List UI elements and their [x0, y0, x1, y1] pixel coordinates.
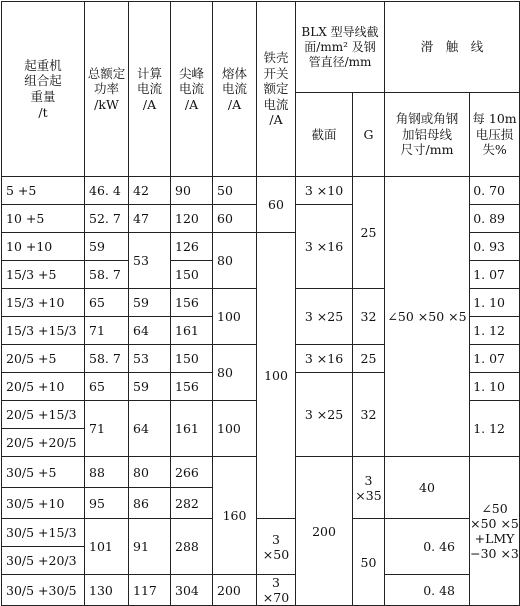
cell-fuse: 50	[213, 177, 257, 205]
header-g: G	[353, 93, 385, 177]
cell-peak: 266	[171, 457, 213, 488]
cell-power: 88	[85, 457, 129, 488]
cell-combo: 15/3 +5	[2, 261, 85, 289]
cell-section: 3 ×70	[257, 575, 296, 606]
cell-peak: 304	[171, 575, 213, 606]
cell-calc: 80	[129, 457, 171, 488]
cell-drop: 1. 07	[470, 261, 520, 289]
cell-power: 52. 7	[85, 205, 129, 233]
table-row	[2, 177, 520, 205]
cell-drop: 1. 10	[470, 289, 520, 317]
cell-switch: 200	[296, 457, 353, 606]
cell-power: 65	[85, 373, 129, 401]
cell-section: 3 ×16	[296, 345, 353, 373]
header-total-power: 总额定 功率 /kW	[85, 2, 129, 177]
header-switch-current: 铁壳 开关 额定 电流 /A	[257, 2, 296, 177]
cell-calc: 91	[129, 519, 171, 575]
cell-combo: 10 +5	[2, 205, 85, 233]
cell-drop: 0. 70	[470, 177, 520, 205]
cell-fuse: 80	[213, 345, 257, 401]
cell-power: 59	[85, 233, 129, 261]
cell-power: 130	[85, 575, 129, 606]
cell-section: 3 ×50	[257, 519, 296, 575]
cell-power: 71	[85, 401, 129, 457]
cell-power: 71	[85, 317, 129, 345]
cell-section: 3 ×35	[353, 457, 385, 519]
cell-fuse: 160	[213, 457, 257, 575]
cell-calc: 86	[129, 488, 171, 519]
header-peak-current: 尖峰 电流 /A	[171, 2, 213, 177]
crane-trolley-spec-table	[1, 1, 520, 606]
cell-drop: 1. 07	[470, 345, 520, 373]
cell-calc: 64	[129, 317, 171, 345]
cell-busbar: ∠50 ×50 ×5	[385, 177, 470, 457]
header-fuse-current: 熔体 电流 /A	[213, 2, 257, 177]
cell-peak: 150	[171, 345, 213, 373]
cell-drop: 0. 89	[470, 205, 520, 233]
cell-drop: 0. 48	[385, 575, 470, 606]
cell-drop: 1. 12	[470, 317, 520, 345]
cell-drop: 0. 46	[385, 519, 470, 575]
cell-section: 3 ×25	[296, 289, 353, 345]
cell-fuse: 80	[213, 233, 257, 289]
cell-peak: 156	[171, 373, 213, 401]
table-row	[2, 575, 520, 606]
header-combo-weight: 起重机 组合起 重量 /t	[2, 2, 85, 177]
cell-fuse: 100	[213, 289, 257, 345]
cell-combo: 30/5 +10	[2, 488, 85, 519]
cell-peak: 282	[171, 488, 213, 519]
header-voltage-drop: 每 10m 电压损 失%	[470, 93, 520, 177]
cell-g: 40	[385, 457, 470, 519]
cell-busbar: ∠50 ×50 ×5 +LMY −30 ×3	[470, 457, 520, 606]
cell-fuse: 100	[213, 401, 257, 457]
cell-combo: 30/5 +5	[2, 457, 85, 488]
cell-section: 3 ×16	[296, 205, 353, 289]
cell-combo: 15/3 +10	[2, 289, 85, 317]
cell-drop: 1. 12	[470, 401, 520, 457]
cell-peak: 126	[171, 233, 213, 261]
cell-power: 65	[85, 289, 129, 317]
cell-combo: 20/5 +15/3	[2, 401, 85, 429]
cell-calc: 117	[129, 575, 171, 606]
cell-power: 101	[85, 519, 129, 575]
header-section: 截面	[296, 93, 353, 177]
cell-g: 25	[353, 345, 385, 373]
cell-calc: 47	[129, 205, 171, 233]
cell-section: 3 ×25	[296, 373, 353, 457]
cell-combo: 30/5 +30/5	[2, 575, 85, 606]
cell-calc: 42	[129, 177, 171, 205]
cell-combo: 30/5 +15/3	[2, 519, 85, 547]
cell-calc: 59	[129, 373, 171, 401]
cell-fuse: 200	[213, 575, 257, 606]
cell-switch: 60	[257, 177, 296, 233]
cell-g: 50	[353, 519, 385, 606]
cell-peak: 156	[171, 289, 213, 317]
cell-combo: 15/3 +15/3	[2, 317, 85, 345]
cell-g: 25	[353, 177, 385, 289]
cell-combo: 20/5 +5	[2, 345, 85, 373]
cell-fuse: 60	[213, 205, 257, 233]
cell-combo: 20/5 +10	[2, 373, 85, 401]
cell-section: 3 ×10	[296, 177, 353, 205]
cell-power: 95	[85, 488, 129, 519]
cell-combo: 20/5 +20/5	[2, 429, 85, 457]
cell-combo: 30/5 +20/3	[2, 547, 85, 575]
header-blx-wire: BLX 型导线截 面/mm² 及钢 管直径/mm	[296, 2, 385, 93]
cell-calc: 59	[129, 289, 171, 317]
cell-power: 58. 7	[85, 345, 129, 373]
cell-calc: 53	[129, 233, 171, 289]
cell-peak: 120	[171, 205, 213, 233]
cell-calc: 64	[129, 401, 171, 457]
table-row	[2, 519, 520, 547]
cell-power: 46. 4	[85, 177, 129, 205]
header-calc-current: 计算 电流 /A	[129, 2, 171, 177]
header-trolley-line: 滑 触 线	[385, 2, 520, 93]
header-busbar-size: 角钢或角钢 加铝母线 尺寸/mm	[385, 93, 470, 177]
cell-drop: 0. 93	[470, 233, 520, 261]
cell-calc: 53	[129, 345, 171, 373]
cell-peak: 150	[171, 261, 213, 289]
cell-switch: 100	[257, 233, 296, 519]
cell-g: 32	[353, 289, 385, 345]
cell-g: 32	[353, 373, 385, 457]
cell-peak: 161	[171, 317, 213, 345]
cell-drop: 1. 10	[470, 373, 520, 401]
cell-combo: 10 +10	[2, 233, 85, 261]
cell-power: 58. 7	[85, 261, 129, 289]
cell-combo: 5 +5	[2, 177, 85, 205]
cell-peak: 90	[171, 177, 213, 205]
cell-peak: 288	[171, 519, 213, 575]
cell-peak: 161	[171, 401, 213, 457]
